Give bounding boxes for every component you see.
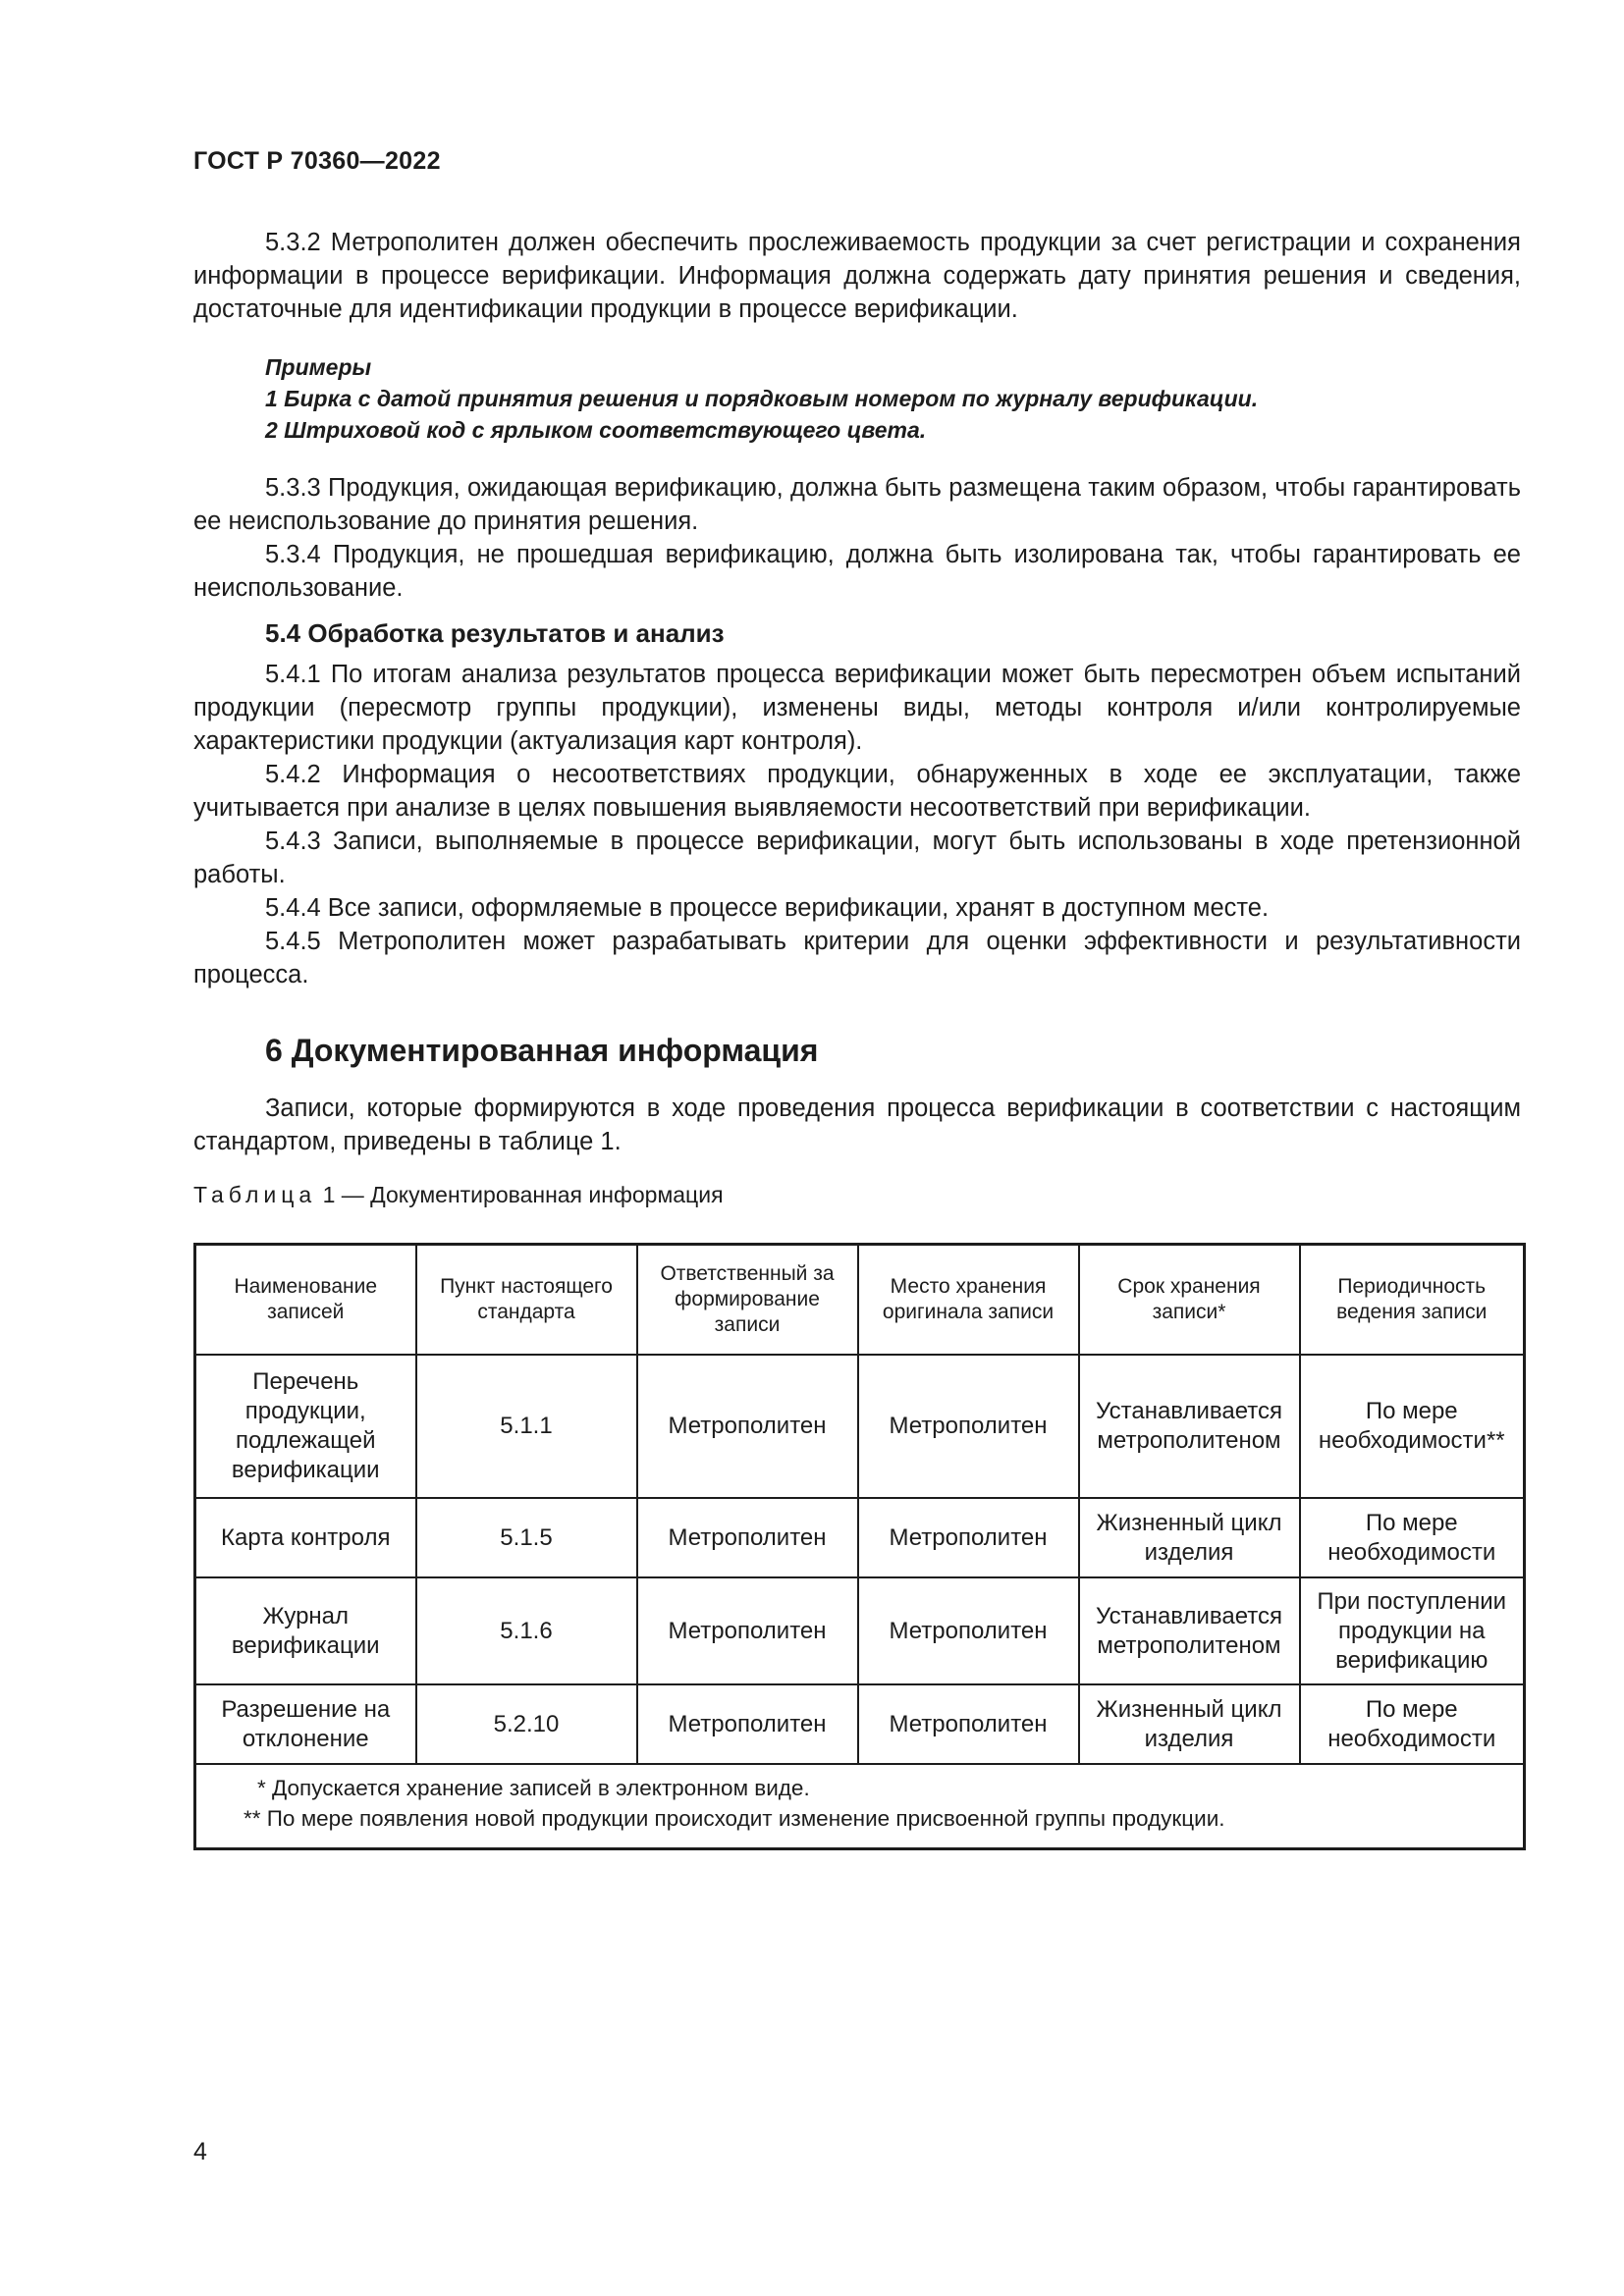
table-cell: Метрополитен (637, 1577, 858, 1684)
table-cell: При поступлении продукции на верификацию (1300, 1577, 1525, 1684)
paragraph-5-4-2: 5.4.2 Информация о несоответствиях продукции, обнаруженных в ходе ее эксплуатации, также учитывается при анализе в целях повышения выявляемости несоответствий при верификации. (193, 761, 1521, 822)
table-cell: Устанавливается метрополитеном (1079, 1355, 1300, 1498)
table-row (195, 1577, 1525, 1684)
table-row (195, 1355, 1525, 1498)
table-cell: Метрополитен (637, 1355, 858, 1498)
table-cell: Перечень продукции, подлежащей верификации (195, 1355, 416, 1498)
table-caption-word: Таблица (193, 1182, 317, 1207)
table-cell: По мере необходимости (1300, 1684, 1525, 1764)
table-cell: По мере необходимости** (1300, 1355, 1525, 1498)
examples-block (193, 351, 1521, 446)
table-notes-row (195, 1764, 1525, 1849)
column-header: Наименование записей (195, 1245, 416, 1356)
section-heading-5-4: 5.4 Обработка результатов и анализ (265, 618, 725, 648)
column-header: Срок хранения записи* (1079, 1245, 1300, 1356)
table-caption-title: 1 — Документированная информация (316, 1182, 724, 1207)
table-cell: 5.1.6 (416, 1577, 637, 1684)
table-notes (195, 1764, 1525, 1849)
table-cell: Устанавливается метрополитеном (1079, 1577, 1300, 1684)
paragraph-5-3-4: 5.3.4 Продукция, не прошедшая верификацию, должна быть изолирована так, чтобы гарантировать ее неиспользование. (193, 541, 1521, 602)
table-cell: 5.1.1 (416, 1355, 637, 1498)
table-cell: По мере необходимости (1300, 1498, 1525, 1577)
column-header: Место хранения оригинала записи (858, 1245, 1079, 1356)
example-item-1: 1 Бирка с датой принятия решения и порядковым номером по журналу верификации. (265, 386, 1259, 411)
records-table (193, 1243, 1526, 1850)
table-row (195, 1684, 1525, 1764)
document-body (193, 226, 1521, 1850)
table-cell: Карта контроля (195, 1498, 416, 1577)
table-cell: 5.2.10 (416, 1684, 637, 1764)
table-cell: Жизненный цикл изделия (1079, 1498, 1300, 1577)
table-cell: Жизненный цикл изделия (1079, 1684, 1300, 1764)
column-header: Периодичность ведения записи (1300, 1245, 1525, 1356)
table-caption (193, 1180, 1521, 1209)
paragraph-5-4-3: 5.4.3 Записи, выполняемые в процессе верификации, могут быть использованы в ходе претензионной работы. (193, 828, 1521, 888)
table-cell: Разрешение на отклонение (195, 1684, 416, 1764)
column-header: Пункт настоящего стандарта (416, 1245, 637, 1356)
page-number: 4 (193, 2138, 207, 2165)
paragraph-6-intro: Записи, которые формируются в ходе проведения процесса верификации в соответствии с настоящим стандартом, приведены в таблице 1. (193, 1095, 1521, 1155)
table-cell: Метрополитен (637, 1684, 858, 1764)
paragraph-5-3-2: 5.3.2 Метрополитен должен обеспечить прослеживаемость продукции за счет регистрации и сохранения информации в процессе верификации. Информация должна содержать дату принятия решения и сведения, достаточные для идентификации продукции в процессе верификации. (193, 229, 1521, 323)
document-id-header: ГОСТ Р 70360—2022 (193, 147, 441, 175)
paragraph-5-3-3: 5.3.3 Продукция, ожидающая верификацию, должна быть размещена таким образом, чтобы гарантировать ее неиспользование до принятия решения. (193, 474, 1521, 535)
table-cell: Метрополитен (858, 1498, 1079, 1577)
table-cell: Метрополитен (858, 1577, 1079, 1684)
paragraph-5-4-1: 5.4.1 По итогам анализа результатов процесса верификации может быть пересмотрен объем испытаний продукции (пересмотр группы продукции), изменены виды, методы контроля и/или контролируемые характеристики продукции (актуализация карт контроля). (193, 661, 1521, 755)
table-note: * Допускается хранение записей в электронном виде. (257, 1776, 810, 1800)
table-cell: Журнал верификации (195, 1577, 416, 1684)
table-cell: Метрополитен (858, 1684, 1079, 1764)
table-cell: 5.1.5 (416, 1498, 637, 1577)
table-cell: Метрополитен (637, 1498, 858, 1577)
examples-title: Примеры (265, 354, 372, 380)
table-row (195, 1498, 1525, 1577)
table-note: ** По мере появления новой продукции происходит изменение присвоенной группы продукции. (244, 1806, 1225, 1831)
section-heading-6: 6 Документированная информация (265, 1033, 819, 1068)
paragraph-5-4-4: 5.4.4 Все записи, оформляемые в процессе верификации, хранят в доступном месте. (265, 894, 1270, 922)
paragraph-5-4-5: 5.4.5 Метрополитен может разрабатывать критерии для оценки эффективности и результативности процесса. (193, 928, 1521, 988)
example-item-2: 2 Штриховой код с ярлыком соответствующего цвета. (265, 417, 927, 443)
table-header-row (195, 1245, 1525, 1356)
table-cell: Метрополитен (858, 1355, 1079, 1498)
column-header: Ответственный за формирование записи (637, 1245, 858, 1356)
